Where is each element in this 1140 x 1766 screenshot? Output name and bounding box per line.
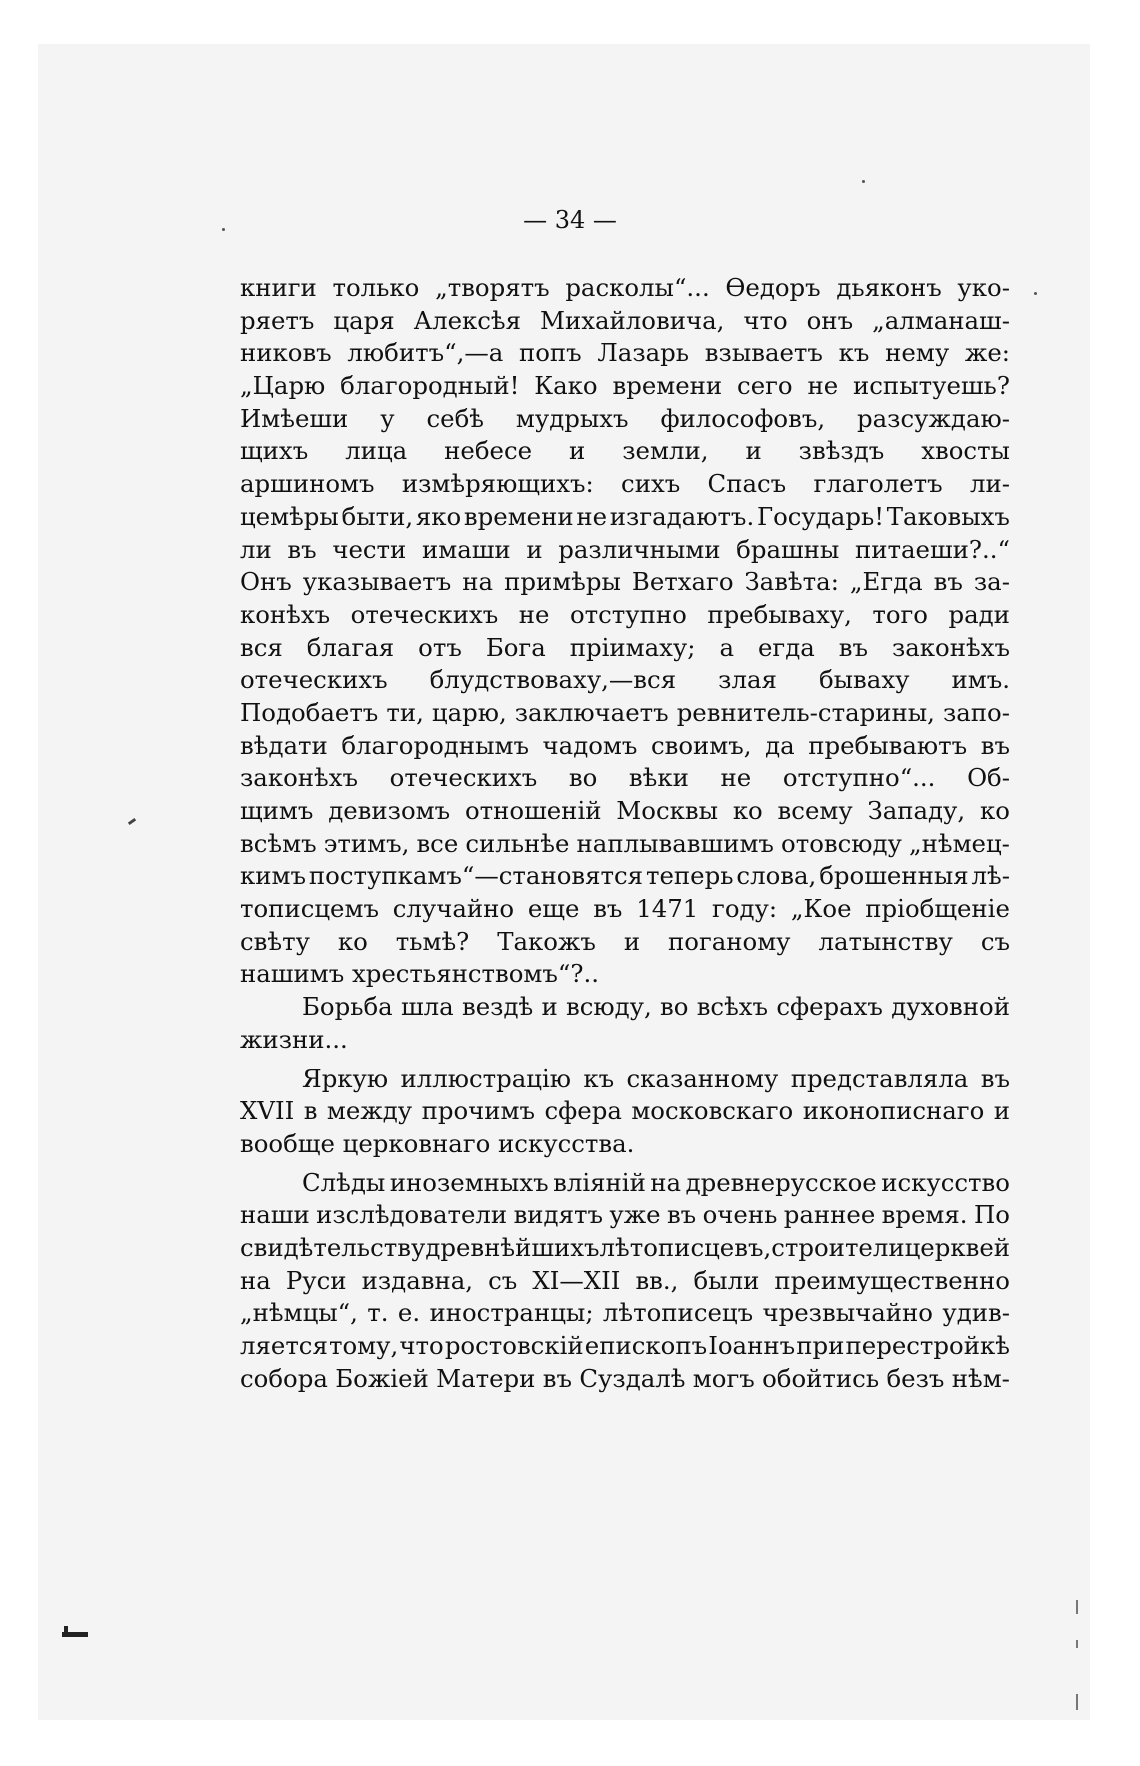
word: тописцемъ	[240, 894, 379, 924]
word: Како	[534, 371, 598, 401]
word: съ	[488, 1265, 518, 1295]
word: и	[993, 1096, 1010, 1126]
word: примѣры	[504, 567, 621, 597]
word: этимъ,	[323, 828, 410, 858]
text-line	[240, 272, 1010, 305]
word: никовъ	[240, 338, 332, 368]
word: книги	[240, 273, 317, 302]
word: земли,	[622, 436, 709, 466]
word: чрезвычайно	[762, 1298, 933, 1328]
text-line	[240, 795, 1010, 828]
text-line	[240, 1330, 1010, 1363]
word: ли	[240, 534, 272, 564]
word: „нѣмцы“,	[240, 1298, 358, 1328]
word: московскаго	[631, 1096, 794, 1126]
text-line	[240, 730, 1010, 763]
word: Михайловича,	[540, 305, 725, 335]
text-line	[240, 860, 1010, 893]
word: могъ	[692, 1363, 755, 1393]
word: Матери	[436, 1363, 536, 1393]
word: собора	[240, 1363, 328, 1393]
word: Онъ	[240, 567, 292, 597]
word: Божіей	[335, 1363, 429, 1393]
word: нѣм-	[951, 1363, 1010, 1393]
word: „Царю	[240, 371, 326, 401]
word: блудствоваху,—вся	[429, 665, 677, 695]
word: нему	[885, 338, 950, 368]
word: Ветхаго	[631, 567, 734, 597]
word: древнѣйшихъ	[425, 1232, 600, 1262]
word: щимъ	[240, 796, 314, 825]
word: заключаетъ	[514, 697, 669, 727]
word: хвосты	[921, 436, 1010, 466]
word: слова,	[736, 861, 817, 891]
word: отношеній	[464, 796, 602, 825]
word: свидѣтельству	[240, 1232, 426, 1262]
word: щихъ	[240, 436, 309, 466]
word: что	[743, 305, 788, 335]
word: съ	[980, 926, 1010, 956]
word: у	[380, 403, 395, 433]
word: „Егда	[849, 567, 923, 597]
word: уже	[609, 1200, 661, 1230]
word: не	[720, 763, 752, 793]
text-line	[240, 468, 1010, 501]
word: философовъ,	[660, 403, 826, 433]
word: чадомъ	[542, 730, 638, 760]
word: обойтись	[762, 1363, 880, 1393]
text-line	[240, 599, 1010, 632]
word: поганому	[668, 926, 791, 956]
word: девизомъ	[328, 796, 451, 825]
word: въ	[593, 894, 623, 924]
word: Спасъ	[707, 469, 787, 499]
word: сихъ	[621, 469, 681, 499]
word: времени	[463, 501, 574, 531]
word: расколы“...	[565, 273, 710, 302]
word: „алманаш-	[872, 305, 1010, 335]
word: не	[807, 371, 839, 401]
word: же:	[964, 338, 1010, 368]
word: а	[719, 632, 735, 662]
word: отеческихъ	[240, 665, 388, 695]
word: чести	[332, 534, 407, 564]
word: латынству	[818, 926, 953, 956]
word: еще	[527, 894, 580, 924]
word: ко	[337, 926, 368, 956]
text-line: жизни...	[240, 1024, 348, 1054]
scan-speck	[222, 228, 225, 231]
word: иконописнаго	[802, 1096, 985, 1126]
word: Іоаннъ	[708, 1331, 796, 1360]
word: Яркую	[302, 1063, 389, 1093]
word: прочимъ	[421, 1096, 536, 1126]
word: ко	[732, 796, 763, 825]
text-line: нашимъ хрестьянствомъ“?..	[240, 959, 599, 989]
word: яко	[415, 501, 462, 531]
margin-dash-mark-tip	[64, 1626, 68, 1637]
word: „творятъ	[435, 273, 550, 302]
word: XVII	[240, 1096, 295, 1126]
word: искусство	[881, 1167, 1010, 1197]
word: вѣдати	[240, 730, 328, 760]
word: звѣздъ	[798, 436, 885, 466]
word: что	[399, 1331, 444, 1360]
word: имъ.	[951, 665, 1010, 695]
text-line	[240, 403, 1010, 436]
scan-speck	[1034, 292, 1037, 295]
word: между	[326, 1096, 413, 1126]
word: мудрыхъ	[515, 403, 629, 433]
word: вѣки	[628, 763, 689, 793]
word: пребываху,	[707, 599, 852, 629]
word: изгадаютъ.	[609, 501, 755, 531]
word: и	[541, 992, 558, 1022]
word: на	[240, 1265, 271, 1295]
word: строители	[771, 1232, 905, 1262]
word: законѣхъ	[891, 632, 1010, 662]
text-line	[240, 1265, 1010, 1298]
word: иллюстрацію	[400, 1063, 572, 1093]
word: въ	[980, 730, 1010, 760]
word: въ	[933, 567, 963, 597]
word: Об-	[967, 763, 1010, 793]
word: вся	[240, 632, 283, 662]
word: егда	[757, 632, 815, 662]
word: сильнѣе	[465, 828, 570, 858]
page-body-text	[240, 272, 1010, 1395]
word: По	[973, 1200, 1010, 1230]
word: случайно	[392, 894, 515, 924]
word: аршиномъ	[240, 469, 375, 499]
word: царю,	[431, 697, 507, 727]
word: иноземныхъ	[389, 1167, 549, 1197]
text-line	[240, 893, 1010, 926]
text-line	[240, 1095, 1010, 1128]
word: перестройкѣ	[845, 1331, 1010, 1360]
text-line	[240, 435, 1010, 468]
word: кимъ	[240, 861, 306, 891]
word: изслѣдователи	[316, 1200, 508, 1230]
scan-edge-mark	[1076, 1600, 1078, 1614]
word: конѣхъ	[240, 599, 331, 629]
scan-edge-mark	[1076, 1640, 1078, 1648]
word: были	[693, 1265, 760, 1295]
word: въ	[542, 1363, 573, 1393]
word: сферахъ	[776, 992, 883, 1022]
word: Алексѣя	[413, 305, 522, 335]
word: глаголетъ	[813, 469, 943, 499]
word: небесе	[444, 436, 533, 466]
word: и	[526, 534, 543, 564]
word: отъ	[418, 632, 462, 662]
word: вв.,	[635, 1265, 679, 1295]
text-line	[240, 1297, 1010, 1330]
text-line	[240, 370, 1010, 403]
word: законѣхъ	[240, 763, 359, 793]
word: лѣ-	[971, 861, 1010, 891]
word: древнерусское	[685, 1167, 877, 1197]
word: отступно	[569, 599, 687, 629]
word: на	[462, 567, 494, 597]
word: только	[332, 273, 420, 302]
word: попъ	[518, 338, 582, 368]
word: т.	[367, 1298, 389, 1328]
text-line	[240, 305, 1010, 338]
text-line	[240, 664, 1010, 697]
word: и	[745, 436, 762, 466]
word: въ	[287, 534, 317, 564]
word: брошенныя	[819, 861, 969, 891]
word: шла	[401, 992, 454, 1022]
word: всѣхъ	[696, 992, 769, 1022]
text-line	[240, 534, 1010, 567]
text-line: вообще церковнаго искусства.	[240, 1128, 635, 1158]
word: въ	[666, 1200, 697, 1230]
word: измѣряющихъ:	[401, 469, 594, 499]
scan-edge-mark	[1076, 1694, 1078, 1710]
word: духовной	[891, 992, 1010, 1022]
word: Западу,	[867, 796, 966, 825]
word: издавна,	[361, 1265, 474, 1295]
word: тьмѣ?	[395, 926, 470, 956]
word: сего	[737, 371, 793, 401]
word: ляется	[240, 1331, 328, 1360]
word: безъ	[886, 1363, 945, 1393]
text-line	[240, 991, 1010, 1024]
word: Завѣта:	[744, 567, 839, 597]
text-line	[240, 762, 1010, 795]
word: брашны	[736, 534, 840, 564]
word: Слѣды	[302, 1167, 386, 1197]
word: Государь!	[756, 501, 885, 531]
word: пріобщеніе	[865, 894, 1010, 924]
text-line	[240, 337, 1010, 370]
word: къ	[583, 1063, 615, 1093]
word: ко	[979, 796, 1010, 825]
word: видятъ	[513, 1200, 603, 1230]
word: всему	[777, 796, 853, 825]
word: лѣтописцевъ,	[599, 1232, 772, 1262]
text-line	[240, 1232, 1010, 1265]
word: вліяній	[553, 1167, 646, 1197]
word: году:	[712, 894, 778, 924]
word: различными	[558, 534, 721, 564]
word: во	[568, 763, 598, 793]
word: и	[623, 926, 641, 956]
word: при	[796, 1331, 845, 1360]
word: того	[872, 599, 928, 629]
word: свѣту	[240, 926, 310, 956]
word: въ	[980, 1063, 1010, 1093]
text-line	[240, 632, 1010, 665]
word: за-	[973, 567, 1010, 597]
word: пребываютъ	[808, 730, 968, 760]
word: 1471	[636, 894, 699, 924]
word: ряетъ	[240, 305, 315, 335]
word: не	[518, 599, 550, 629]
word: быти,	[341, 501, 414, 531]
word: тому,	[328, 1331, 399, 1360]
word: церквей	[904, 1232, 1011, 1262]
word: Бога	[485, 632, 546, 662]
word: во	[660, 992, 689, 1022]
word: запо-	[942, 697, 1010, 727]
word: дьяконъ	[836, 273, 942, 302]
word: злая	[718, 665, 777, 695]
word: епископъ	[584, 1331, 708, 1360]
text-line	[240, 1063, 1010, 1096]
word: въ	[838, 632, 868, 662]
word: ревнитель-старины,	[676, 697, 935, 727]
word: поступкамъ“—становятся	[308, 861, 644, 891]
word: не	[576, 501, 608, 531]
word: любитъ“,—а	[347, 338, 504, 368]
word: „Кое	[790, 894, 852, 924]
word: ради	[948, 599, 1010, 629]
word: раннее	[783, 1200, 876, 1230]
word: взываетъ	[704, 338, 823, 368]
text-line	[240, 828, 1010, 861]
text-line	[240, 501, 1010, 534]
word: да	[765, 730, 795, 760]
word: удив-	[942, 1298, 1010, 1328]
word: лица	[345, 436, 408, 466]
word: XI—XII	[532, 1265, 621, 1295]
word: пріимаху;	[569, 632, 696, 662]
word: Суздалѣ	[579, 1363, 686, 1393]
word: преимущественно	[774, 1265, 1010, 1295]
word: всѣмъ	[240, 828, 317, 858]
scan-speck	[862, 180, 865, 183]
word: къ	[838, 338, 870, 368]
word: бываху	[818, 665, 910, 695]
text-line	[240, 1363, 1010, 1396]
word: лѣтописецъ	[602, 1298, 754, 1328]
word: благороднымъ	[341, 730, 529, 760]
word: онъ	[806, 305, 854, 335]
word: иностранцы;	[429, 1298, 594, 1328]
word: Руси	[285, 1265, 347, 1295]
word: в	[303, 1096, 318, 1126]
word: время.	[881, 1200, 968, 1230]
word: Өедоръ	[725, 273, 821, 302]
word: Подобаетъ	[240, 697, 379, 727]
word: Таковыхъ	[886, 501, 1010, 531]
word: ли-	[969, 469, 1010, 499]
word: отеческихъ	[350, 599, 499, 629]
word: времени	[612, 371, 723, 401]
word: наши	[240, 1200, 310, 1230]
word: сказанному	[626, 1063, 779, 1093]
word: е.	[397, 1298, 421, 1328]
word: вездѣ	[461, 992, 534, 1022]
word: разсуждаю-	[857, 403, 1010, 433]
word: и	[569, 436, 586, 466]
word: царя	[333, 305, 395, 335]
word: себѣ	[426, 403, 484, 433]
word: „нѣмец-	[908, 828, 1010, 858]
word: благая	[306, 632, 395, 662]
word: уко-	[957, 273, 1010, 302]
text-line	[240, 1199, 1010, 1232]
word: сфера	[544, 1096, 622, 1126]
word: Борьба	[302, 992, 393, 1022]
word: указываетъ	[302, 567, 452, 597]
text-line	[240, 1167, 1010, 1200]
word: ростовскій	[444, 1331, 584, 1360]
word: наплывавшимъ	[576, 828, 774, 858]
word: Лазарь	[597, 338, 690, 368]
word: очень	[702, 1200, 778, 1230]
word: теперь	[645, 861, 734, 891]
word: благородный!	[340, 371, 520, 401]
text-line	[240, 566, 1010, 599]
word: питаеши?..“	[854, 534, 1010, 564]
word: на	[650, 1167, 682, 1197]
word: имаши	[421, 534, 511, 564]
word: испытуешь?	[853, 371, 1010, 401]
word: цемѣры	[240, 501, 339, 531]
word: отступно“...	[782, 763, 936, 793]
word: Москвы	[616, 796, 719, 825]
text-line	[240, 926, 1010, 959]
word: ти,	[386, 697, 424, 727]
word: представляла	[790, 1063, 969, 1093]
word: всюду,	[565, 992, 652, 1022]
word: все	[416, 828, 459, 858]
text-line	[240, 697, 1010, 730]
word: своимъ,	[650, 730, 752, 760]
word: Имѣеши	[240, 403, 349, 433]
word: отеческихъ	[389, 763, 538, 793]
word: отовсюду	[781, 828, 902, 858]
page-number: — 34 —	[523, 206, 617, 234]
word: Такожъ	[497, 926, 596, 956]
